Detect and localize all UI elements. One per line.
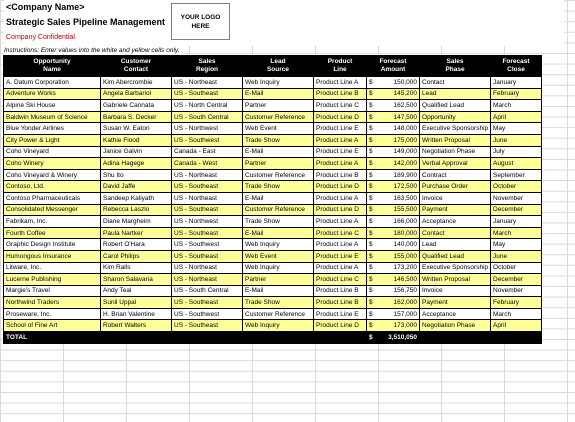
col-header-product-line: Product Line — [314, 56, 367, 77]
currency-symbol: $ — [367, 100, 380, 112]
table-row — [4, 111, 542, 123]
currency-symbol: $ — [367, 250, 380, 262]
table-row — [4, 239, 542, 251]
currency-symbol: $ — [367, 146, 380, 158]
currency-symbol: $ — [367, 297, 380, 309]
sales-phase-cell[interactable]: Contact — [420, 227, 491, 239]
table-row — [4, 227, 542, 239]
contact-cell[interactable]: Robert O'Hara — [101, 239, 172, 251]
product-line-cell[interactable]: Product Line A — [314, 134, 367, 146]
opportunity-cell[interactable]: Proseware, Inc. — [4, 308, 101, 320]
sales-phase-cell[interactable]: Negotiation Phase — [420, 320, 491, 332]
forecast-amount-cell[interactable]: 156,750 — [380, 285, 420, 297]
forecast-amount-cell[interactable]: 163,500 — [380, 192, 420, 204]
table-row — [4, 250, 542, 262]
region-cell[interactable]: US - Southeast — [172, 250, 243, 262]
table-row — [4, 77, 542, 89]
table-row — [4, 308, 542, 320]
product-line-cell[interactable]: Product Line B — [314, 169, 367, 181]
contact-cell[interactable]: Adina Hagege — [101, 158, 172, 170]
currency-symbol: $ — [367, 285, 380, 297]
sales-phase-cell[interactable]: Written Proposal — [420, 274, 491, 286]
contact-cell[interactable]: Paula Nartker — [101, 227, 172, 239]
region-cell[interactable]: US - Northeast — [172, 169, 243, 181]
region-cell[interactable]: US - Northeast — [172, 274, 243, 286]
sales-phase-cell[interactable]: Acceptance — [420, 308, 491, 320]
forecast-amount-cell[interactable]: 162,500 — [380, 100, 420, 112]
forecast-close-cell[interactable]: July — [491, 146, 542, 158]
forecast-close-cell[interactable]: January — [491, 77, 542, 89]
lead-source-cell[interactable]: Customer Reference — [243, 204, 314, 216]
currency-symbol: $ — [367, 169, 380, 181]
lead-source-cell[interactable]: Trade Show — [243, 181, 314, 193]
region-cell[interactable]: US - Southeast — [172, 320, 243, 332]
contact-cell[interactable]: Sandeep Kaliyath — [101, 192, 172, 204]
product-line-cell[interactable]: Product Line A — [314, 216, 367, 228]
currency-symbol: $ — [367, 77, 380, 89]
sales-phase-cell[interactable]: Acceptance — [420, 216, 491, 228]
lead-source-cell[interactable]: Customer Reference — [243, 111, 314, 123]
sales-phase-cell[interactable]: Executive Sponsorship — [420, 262, 491, 274]
lead-source-cell[interactable]: Partner — [243, 274, 314, 286]
region-cell[interactable]: US - Southeast — [172, 227, 243, 239]
header-row — [4, 56, 542, 77]
sales-phase-cell[interactable]: Purchase Order — [420, 181, 491, 193]
sales-phase-cell[interactable]: Payment — [420, 297, 491, 309]
lead-source-cell[interactable]: Customer Reference — [243, 308, 314, 320]
table-row — [4, 169, 542, 181]
sales-phase-cell[interactable]: Executive Sponsorship — [420, 123, 491, 135]
region-cell[interactable]: US - Southwest — [172, 134, 243, 146]
product-line-cell[interactable]: Product Line C — [314, 100, 367, 112]
forecast-amount-cell[interactable]: 162,000 — [380, 297, 420, 309]
opportunity-cell[interactable]: Lucerne Publishing — [4, 274, 101, 286]
forecast-amount-cell[interactable]: 173,000 — [380, 320, 420, 332]
opportunity-cell[interactable]: Fourth Coffee — [4, 227, 101, 239]
table-row — [4, 88, 542, 100]
lead-source-cell[interactable]: E-Mail — [243, 88, 314, 100]
forecast-close-cell[interactable]: June — [491, 134, 542, 146]
product-line-cell[interactable]: Product Line E — [314, 146, 367, 158]
product-line-cell[interactable]: Product Line A — [314, 192, 367, 204]
forecast-close-cell[interactable]: January — [491, 216, 542, 228]
forecast-close-cell[interactable]: October — [491, 262, 542, 274]
region-cell[interactable]: US - North Central — [172, 100, 243, 112]
currency-symbol: $ — [367, 274, 380, 286]
region-cell[interactable]: Canada - West — [172, 158, 243, 170]
total-currency: $ — [367, 332, 380, 344]
currency-symbol: $ — [367, 123, 380, 135]
opportunity-cell[interactable]: A. Datum Corporation — [4, 77, 101, 89]
opportunity-cell[interactable]: Consolidated Messenger — [4, 204, 101, 216]
table-row — [4, 192, 542, 204]
lead-source-cell[interactable]: Partner — [243, 158, 314, 170]
contact-cell[interactable]: David Jaffe — [101, 181, 172, 193]
product-line-cell[interactable]: Product Line E — [314, 308, 367, 320]
contact-cell[interactable]: Carol Philips — [101, 250, 172, 262]
forecast-close-cell[interactable]: February — [491, 297, 542, 309]
forecast-amount-cell[interactable]: 145,200 — [380, 88, 420, 100]
sales-phase-cell[interactable]: Written Proposal — [420, 134, 491, 146]
col-header-opportunity: Opportunity Name — [4, 56, 101, 77]
forecast-amount-cell[interactable]: 173,200 — [380, 262, 420, 274]
lead-source-cell[interactable]: Trade Show — [243, 216, 314, 228]
product-line-cell[interactable]: Product Line E — [314, 250, 367, 262]
table-row — [4, 123, 542, 135]
col-header-lead-source: Lead Source — [243, 56, 314, 77]
lead-source-cell[interactable]: Web Inquiry — [243, 262, 314, 274]
lead-source-cell[interactable]: Web Inquiry — [243, 77, 314, 89]
lead-source-cell[interactable]: E-Mail — [243, 192, 314, 204]
currency-symbol: $ — [367, 111, 380, 123]
product-line-cell[interactable]: Product Line D — [314, 204, 367, 216]
forecast-amount-cell[interactable]: 180,000 — [380, 227, 420, 239]
table-row — [4, 204, 542, 216]
total-label: TOTAL — [4, 332, 101, 344]
currency-symbol: $ — [367, 204, 380, 216]
pipeline-table — [3, 55, 542, 344]
product-line-cell[interactable]: Product Line B — [314, 297, 367, 309]
contact-cell[interactable]: Angela Barbariol — [101, 88, 172, 100]
sales-phase-cell[interactable]: Qualified Lead — [420, 100, 491, 112]
forecast-close-cell[interactable]: March — [491, 308, 542, 320]
opportunity-cell[interactable]: Coho Vineyard & Winery — [4, 169, 101, 181]
currency-symbol: $ — [367, 158, 380, 170]
opportunity-cell[interactable]: Contoso Pharmaceuticals — [4, 192, 101, 204]
contact-cell[interactable]: Andy Teal — [101, 285, 172, 297]
contact-cell[interactable]: Kim Abercrombie — [101, 77, 172, 89]
opportunity-cell[interactable]: City Power & Light — [4, 134, 101, 146]
sales-phase-cell[interactable]: Lead — [420, 239, 491, 251]
opportunity-cell[interactable]: Alpine Ski House — [4, 100, 101, 112]
total-row — [4, 332, 542, 344]
region-cell[interactable]: US - Northeast — [172, 192, 243, 204]
sales-phase-cell[interactable]: Qualified Lead — [420, 250, 491, 262]
contact-cell[interactable]: Kim Ralls — [101, 262, 172, 274]
table-row — [4, 216, 542, 228]
forecast-amount-cell[interactable]: 147,500 — [380, 111, 420, 123]
contact-cell[interactable]: Barbara S. Decker — [101, 111, 172, 123]
sales-phase-cell[interactable]: Opportunity — [420, 111, 491, 123]
product-line-cell[interactable]: Product Line E — [314, 123, 367, 135]
currency-symbol: $ — [367, 308, 380, 320]
region-cell[interactable]: US - Southeast — [172, 88, 243, 100]
opportunity-cell[interactable]: Coho Vineyard — [4, 146, 101, 158]
product-line-cell[interactable]: Product Line D — [314, 181, 367, 193]
table-row — [4, 274, 542, 286]
opportunity-cell[interactable]: Graphic Design Institute — [4, 239, 101, 251]
contact-cell[interactable]: Rebecca Laszlo — [101, 204, 172, 216]
table-row — [4, 181, 542, 193]
opportunity-cell[interactable]: Fabrikam, Inc. — [4, 216, 101, 228]
product-line-cell[interactable]: Product Line C — [314, 274, 367, 286]
region-cell[interactable]: US - Southeast — [172, 204, 243, 216]
region-cell[interactable]: US - Northeast — [172, 262, 243, 274]
product-line-cell[interactable]: Product Line D — [314, 111, 367, 123]
lead-source-cell[interactable]: Web Inquiry — [243, 320, 314, 332]
sales-phase-cell[interactable]: Invoice — [420, 192, 491, 204]
contact-cell[interactable]: Janice Galvin — [101, 146, 172, 158]
forecast-close-cell[interactable]: March — [491, 227, 542, 239]
forecast-amount-cell[interactable]: 146,500 — [380, 274, 420, 286]
contact-cell[interactable]: Kathie Flood — [101, 134, 172, 146]
lead-source-cell[interactable]: Trade Show — [243, 134, 314, 146]
forecast-close-cell[interactable]: December — [491, 204, 542, 216]
confidential-label: Company Confidential — [6, 34, 75, 41]
sales-phase-cell[interactable]: Invoice — [420, 285, 491, 297]
lead-source-cell[interactable]: Trade Show — [243, 297, 314, 309]
region-cell[interactable]: US - Northeast — [172, 77, 243, 89]
page-title: Strategic Sales Pipeline Management — [6, 17, 166, 27]
forecast-amount-cell[interactable]: 166,000 — [380, 216, 420, 228]
forecast-close-cell[interactable]: October — [491, 181, 542, 193]
region-cell[interactable]: US - South Central — [172, 111, 243, 123]
table-row — [4, 100, 542, 112]
lead-source-cell[interactable]: E-Mail — [243, 146, 314, 158]
contact-cell[interactable]: H. Brian Valentine — [101, 308, 172, 320]
total-amount: 3,510,050 — [380, 332, 420, 344]
currency-symbol: $ — [367, 320, 380, 332]
forecast-amount-cell[interactable]: 148,000 — [380, 123, 420, 135]
region-cell[interactable]: US - Northwest — [172, 123, 243, 135]
forecast-close-cell[interactable]: February — [491, 88, 542, 100]
contact-cell[interactable]: Sharon Salavaria — [101, 274, 172, 286]
forecast-amount-cell[interactable]: 175,000 — [380, 134, 420, 146]
contact-cell[interactable]: Gabriele Cannata — [101, 100, 172, 112]
forecast-amount-cell[interactable]: 172,500 — [380, 181, 420, 193]
table-row — [4, 320, 542, 332]
lead-source-cell[interactable]: E-Mail — [243, 227, 314, 239]
table-row — [4, 262, 542, 274]
forecast-amount-cell[interactable]: 157,000 — [380, 308, 420, 320]
opportunity-cell[interactable]: School of Fine Art — [4, 320, 101, 332]
table-row — [4, 158, 542, 170]
header-area — [4, 0, 564, 46]
currency-symbol: $ — [367, 88, 380, 100]
opportunity-cell[interactable]: Adventure Works — [4, 88, 101, 100]
region-cell[interactable]: US - Northwest — [172, 216, 243, 228]
sales-phase-cell[interactable]: Payment — [420, 204, 491, 216]
forecast-amount-cell[interactable]: 142,000 — [380, 158, 420, 170]
forecast-amount-cell[interactable]: 189,900 — [380, 169, 420, 181]
table-row — [4, 297, 542, 309]
lead-source-cell[interactable]: E-Mail — [243, 285, 314, 297]
opportunity-cell[interactable]: Northwind Traders — [4, 297, 101, 309]
product-line-cell[interactable]: Product Line A — [314, 262, 367, 274]
currency-symbol: $ — [367, 181, 380, 193]
lead-source-cell[interactable]: Web Inquiry — [243, 239, 314, 251]
sales-phase-cell[interactable]: Negotiation Phase — [420, 146, 491, 158]
forecast-amount-cell[interactable]: 155,500 — [380, 204, 420, 216]
region-cell[interactable]: US - Southeast — [172, 181, 243, 193]
product-line-cell[interactable]: Product Line B — [314, 285, 367, 297]
col-header-region: Sales Region — [172, 56, 243, 77]
contact-cell[interactable]: Shu Ito — [101, 169, 172, 181]
forecast-amount-cell[interactable]: 149,000 — [380, 146, 420, 158]
forecast-close-cell[interactable]: November — [491, 285, 542, 297]
col-header-forecast-close: Forecast Close — [491, 56, 542, 77]
forecast-close-cell[interactable]: August — [491, 158, 542, 170]
forecast-close-cell[interactable]: April — [491, 111, 542, 123]
forecast-close-cell[interactable]: May — [491, 123, 542, 135]
opportunity-cell[interactable]: Contoso, Ltd. — [4, 181, 101, 193]
table-row — [4, 285, 542, 297]
table-row — [4, 146, 542, 158]
forecast-amount-cell[interactable]: 150,000 — [380, 77, 420, 89]
currency-symbol: $ — [367, 262, 380, 274]
col-header-forecast-amount: Forecast Amount — [367, 56, 420, 77]
table-row — [4, 134, 542, 146]
contact-cell[interactable]: Robert Walters — [101, 320, 172, 332]
contact-cell[interactable]: Diane Margheim — [101, 216, 172, 228]
lead-source-cell[interactable]: Partner — [243, 100, 314, 112]
region-cell[interactable]: US - Southwest — [172, 239, 243, 251]
col-header-sales-phase: Sales Phase — [420, 56, 491, 77]
forecast-close-cell[interactable]: September — [491, 169, 542, 181]
currency-symbol: $ — [367, 134, 380, 146]
opportunity-cell[interactable]: Blue Yonder Airlines — [4, 123, 101, 135]
product-line-cell[interactable]: Product Line A — [314, 77, 367, 89]
region-cell[interactable]: Canada - East — [172, 146, 243, 158]
company-name[interactable]: <Company Name> — [6, 2, 85, 12]
forecast-close-cell[interactable]: December — [491, 274, 542, 286]
currency-symbol: $ — [367, 239, 380, 251]
product-line-cell[interactable]: Product Line C — [314, 227, 367, 239]
region-cell[interactable]: US - South Central — [172, 285, 243, 297]
forecast-close-cell[interactable]: November — [491, 192, 542, 204]
region-cell[interactable]: US - Southeast — [172, 297, 243, 309]
forecast-close-cell[interactable]: April — [491, 320, 542, 332]
currency-symbol: $ — [367, 227, 380, 239]
sales-phase-cell[interactable]: Contact — [420, 77, 491, 89]
forecast-close-cell[interactable]: May — [491, 239, 542, 251]
opportunity-cell[interactable]: Baldwin Museum of Science — [4, 111, 101, 123]
region-cell[interactable]: US - Southwest — [172, 308, 243, 320]
lead-source-cell[interactable]: Web Event — [243, 123, 314, 135]
forecast-amount-cell[interactable]: 140,000 — [380, 239, 420, 251]
contact-cell[interactable]: Sunil Uppal — [101, 297, 172, 309]
sales-phase-cell[interactable]: Lead — [420, 88, 491, 100]
opportunity-cell[interactable]: Litware, Inc. — [4, 262, 101, 274]
currency-symbol: $ — [367, 192, 380, 204]
forecast-close-cell[interactable]: March — [491, 100, 542, 112]
opportunity-cell[interactable]: Humongous Insurance — [4, 250, 101, 262]
forecast-amount-cell[interactable]: 155,000 — [380, 250, 420, 262]
currency-symbol: $ — [367, 216, 380, 228]
product-line-cell[interactable]: Product Line B — [314, 88, 367, 100]
forecast-close-cell[interactable]: June — [491, 250, 542, 262]
opportunity-cell[interactable]: Margie's Travel — [4, 285, 101, 297]
sales-phase-cell[interactable]: Contract — [420, 169, 491, 181]
sales-phase-cell[interactable]: Verbal Approval — [420, 158, 491, 170]
opportunity-cell[interactable]: Coho Winery — [4, 158, 101, 170]
instructions-text: Instructions: Enter values into the white and yellow cells only. — [4, 47, 183, 54]
product-line-cell[interactable]: Product Line A — [314, 158, 367, 170]
contact-cell[interactable]: Susan W. Eaton — [101, 123, 172, 135]
lead-source-cell[interactable]: Customer Reference — [243, 169, 314, 181]
logo-placeholder[interactable]: YOUR LOGO HERE — [171, 3, 230, 40]
product-line-cell[interactable]: Product Line A — [314, 239, 367, 251]
product-line-cell[interactable]: Product Line D — [314, 320, 367, 332]
col-header-contact: Customer Contact — [101, 56, 172, 77]
lead-source-cell[interactable]: Web Event — [243, 250, 314, 262]
